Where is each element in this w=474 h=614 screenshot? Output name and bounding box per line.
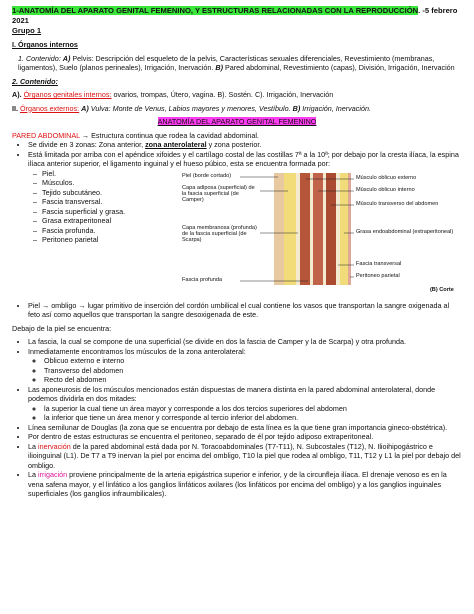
label-fascia-profunda: Fascia profunda: [181, 276, 223, 283]
list-item: – Tejido subcutáneo.: [42, 188, 164, 198]
skin-layer: [274, 173, 284, 285]
ombligo-list: [12, 301, 462, 320]
organos-internos-label: Órganos genitales internos:: [23, 90, 112, 100]
halves-list: [28, 404, 462, 423]
figure-row: [12, 169, 462, 301]
document-title: 1-ANATOMÍA DEL APARATO GENITAL FEMENINO, Y ESTRUCTURAS RELACIONADAS CON LA REPRODUCCIÓN: [12, 6, 419, 15]
item-b-label: B): [215, 63, 223, 73]
list-item: [28, 432, 462, 442]
scarpa-layer: [296, 173, 300, 285]
s2-a-label: A).: [12, 90, 22, 100]
label-fascia-transversal: Fascia transversal: [355, 260, 402, 267]
list-item: – Fascia superficial y grasa.: [42, 207, 164, 217]
fat-layer: [284, 173, 296, 285]
document-date: . -5 febrero 2021: [12, 6, 458, 26]
document-header: [12, 6, 462, 26]
label-piel: Piel (borde cortado): [181, 172, 232, 179]
s2-ii-text: Vulva: Monte de Venus, Labios mayores y menores, Vestíbulo.: [90, 103, 291, 113]
figure-caption: (B) Corte: [429, 286, 454, 293]
fascia-2: [323, 173, 326, 285]
i6-text: de la pared abdominal está dada por N. Toracoabdominales (T7-T11), N. Subcostales (T12), N. Ilioihipogástrico e ilioinguinal (L1). De T7 a T9 inervan la piel por encima del ombligo, T10 la piel que rodea al ombligo, T11, T12 y L1 la piel por debajo del ombligo.: [28, 441, 461, 470]
content-label: 1. Contenido:: [18, 53, 61, 63]
list-item: [28, 442, 462, 471]
section-heading-contenido: 2. Contenido:: [12, 76, 58, 86]
list-item: ◦ la superior la cual tiene un área mayor y corresponde a los dos tercios superiores del abdomen: [44, 404, 462, 414]
section1-content: [12, 54, 462, 73]
inervacion-label: inervación: [38, 441, 71, 451]
s2-ii-label: II.: [12, 103, 18, 113]
list-item: ◦ Oblicuo externo e interno: [44, 356, 462, 366]
abdominal-wall-diagram: [168, 169, 462, 301]
pared-list: [12, 140, 462, 169]
list-item: ◦ Recto del abdomen: [44, 375, 462, 385]
item-a-label: A): [62, 53, 71, 63]
organos-internos-text: ovarios, trompas, Útero, vagina.: [113, 90, 216, 100]
b2-text: Está limitada por arriba con el apéndice xifoides y el cartílago costal de las costillas 7ª a la 10ª; por debajo por la cresta ilíaca, la espina ilíaca anterior superior, el ligamento inguinal y el hueso púbico, esta se encuentra formada por:: [28, 149, 459, 169]
debajo-text: Debajo de la piel se encuentra:: [12, 323, 112, 333]
label-scarpa: Capa membranosa (profunda) de la fascia superficial (de Scarpa): [181, 224, 257, 243]
transversus-layer: [326, 173, 336, 285]
extraperitoneal-fat: [340, 173, 348, 285]
i3-text: Las aponeurosis de los músculos mencionados están dispuestas de manera distinta en la pared abdominal anterolateral, donde podemos dividirla en dos mitades:: [28, 384, 436, 404]
peritoneum: [348, 173, 351, 285]
list-item: – Peritoneo parietal: [42, 235, 164, 245]
layers-list-wrap: [12, 169, 164, 301]
s2-ii-b-text: Irrigación, Inervación.: [302, 103, 371, 113]
muscles-list: [28, 356, 462, 385]
irrigacion-label: irrigación: [38, 470, 68, 480]
details-list: [12, 337, 462, 499]
list-item: [28, 385, 462, 423]
i6-pre: La: [28, 441, 36, 451]
label-peritoneo: Peritoneo parietal: [355, 272, 400, 279]
external-oblique-layer: [300, 173, 310, 285]
pared-text: Estructura continua que rodea la cavidad abdominal.: [91, 130, 259, 140]
list-item: [28, 347, 462, 385]
list-item: [28, 301, 462, 320]
list-item: [28, 470, 462, 499]
list-item: [28, 140, 462, 150]
s2-ii-a: A): [81, 103, 89, 113]
layers-list: [12, 169, 164, 245]
label-oblicuo-interno: Músculo oblicuo interno: [355, 186, 415, 193]
b1-pre: Se divide en 3 zonas: Zona anterior,: [28, 140, 144, 150]
i1-text: La fascia, la cual se compone de una superficial (se divide en dos la fascia de Camper y la de Scarpa) y otra profunda.: [28, 337, 406, 347]
fascia-1: [310, 173, 313, 285]
i7-text: proviene principalmente de la arteria epigástrica superior e inferior, y de la circunfleja ilíaca. El drenaje venoso es en la vena safena mayor, y el linfático a los ganglios linfáticos axilares (los linfáticos por encima del ombligo) y a los ganglios inguinales superficiales (los ganglios infraumbilicales).: [28, 470, 447, 499]
item-a-text: Pelvis: Descripción del esqueleto de la pelvis, Características sexuales diferenciales, Revestimiento (membranas, ligamentos), Suelo (planos perineales), Irrigación, Inervación.: [18, 53, 435, 73]
label-grasa: Grasa endoabdominal (extraperitoneal): [355, 228, 454, 235]
label-transverso: Músculo transverso del abdomen: [355, 200, 439, 207]
s2-ii-b: B): [292, 103, 301, 113]
i5-text: Por dentro de estas estructuras se encuentra el peritoneo, separado de él por tejido adiposo extraperitoneal.: [28, 432, 374, 442]
list-item: [28, 423, 462, 433]
s2-c-text: C). Irrigación, Inervación: [254, 90, 334, 100]
pared-intro: [12, 131, 462, 141]
ombligo-text: ombligo → lugar primitivo de inserción del cordón umbilical el cual contiene los vasos que transportan la sangre oxigenada al feto así como aquellos que transportan la sangre desoxigenada de este.: [28, 300, 450, 320]
i2-text: Inmediatamente encontramos los músculos de la zona anterolateral:: [28, 346, 246, 356]
list-item: – Piel.: [42, 169, 164, 179]
subtitle-wrap: [12, 117, 462, 127]
transversalis-fascia: [336, 173, 340, 285]
i7-pre: La: [28, 470, 36, 480]
list-item: ◦ la inferior que tiene un área menor y corresponde al tercio inferior del abdomen.: [44, 413, 462, 423]
b1-bold: zona anterolateral: [145, 140, 207, 150]
ombligo-pre: Piel: [28, 300, 40, 310]
arrow-icon: →: [81, 130, 90, 140]
list-item: – Músculos.: [42, 178, 164, 188]
subtitle: ANATOMÍA DEL APARATO GENITAL FEMENINO: [157, 117, 317, 127]
pared-label: PARED ABDOMINAL: [12, 130, 80, 140]
label-camper: Capa adiposa (superficial) de la fascia superficial (de Camper): [181, 184, 255, 203]
group-label: Grupo 1: [12, 26, 42, 36]
section2-line-ii: [12, 104, 462, 114]
label-oblicuo-externo: Músculo oblicuo externo: [355, 174, 417, 181]
item-b-text: Pared abdominal, Revestimiento (capas), División, Irrigación, Inervación: [224, 63, 455, 73]
list-item: [28, 337, 462, 347]
organos-externos-label: Órganos externos:: [20, 103, 80, 113]
list-item: – Fascia profunda.: [42, 226, 164, 236]
list-item: – Fascia transversal.: [42, 197, 164, 207]
b1-post: y zona posterior.: [208, 140, 262, 150]
section-heading-organos-internos: I. Órganos internos: [12, 40, 78, 50]
i4-text: Línea semilunar de Douglas (la zona que se encuentra por debajo de esta línea es la que tiene gran importancia gineco-obstétrica).: [28, 422, 448, 432]
list-item: – Grasa extraperitoneal: [42, 216, 164, 226]
list-item: [28, 150, 462, 169]
section2-line-a: [12, 90, 462, 100]
list-item: ◦ Transverso del abdomen: [44, 366, 462, 376]
arrow-icon: →: [42, 300, 50, 310]
s2-b-text: B). Sostén.: [217, 90, 253, 100]
internal-oblique-layer: [313, 173, 323, 285]
